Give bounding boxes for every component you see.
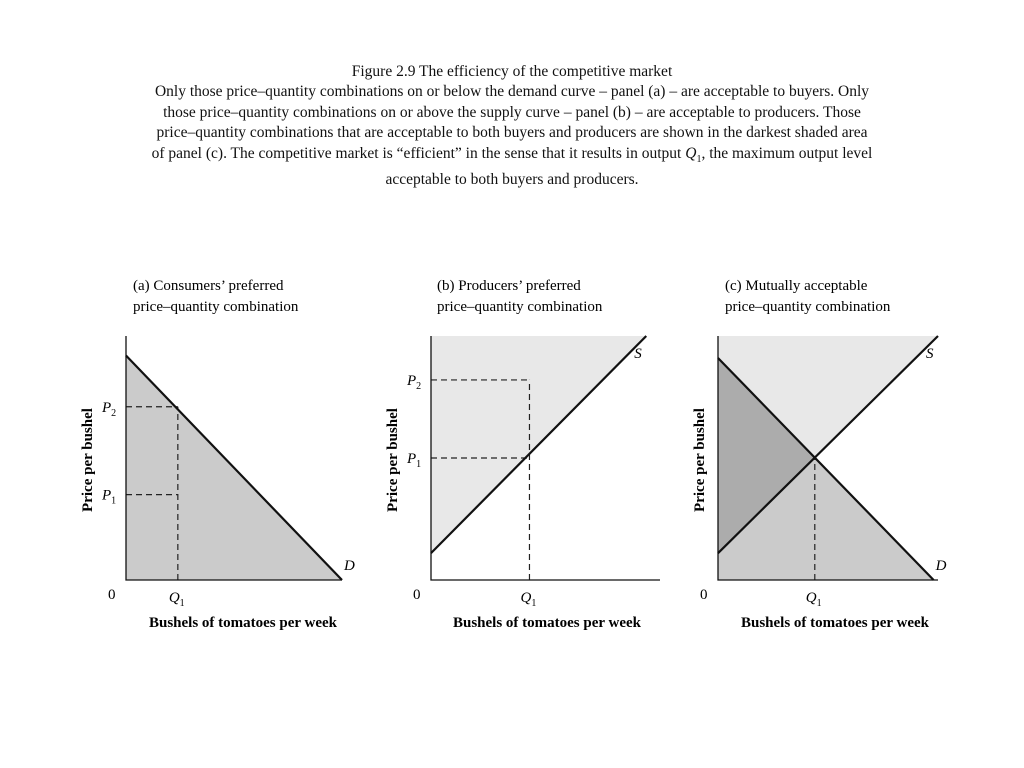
tick-label-q1: $Q_1$: [805, 590, 822, 609]
demand-curve-label: D: [344, 558, 355, 574]
panel-title-line-1: (a) Consumers’ preferred: [133, 278, 284, 294]
tick-label-p2: $P_2$: [102, 399, 117, 419]
caption-q-subscript: 1: [696, 153, 702, 165]
origin-label: 0: [413, 587, 421, 603]
panel-title-line-2: price–quantity combination: [133, 299, 299, 315]
tick-label-p2: $P_2$: [407, 372, 422, 392]
tick-label-q1: $Q_1$: [168, 590, 185, 609]
origin-label: 0: [108, 587, 116, 603]
tick-label-p1: $P_1$: [102, 487, 117, 507]
x-axis-label: Bushels of tomatoes per week: [740, 615, 930, 631]
y-axis-label: Price per bushel: [692, 408, 708, 512]
caption-body-part-2: , the maximum output level acceptable to both buyers and producers.: [385, 144, 873, 189]
origin-label: 0: [700, 587, 708, 603]
tick-label-q1: $Q_1$: [520, 590, 537, 609]
caption-q-symbol: Q: [685, 144, 697, 162]
panel-title-line-1: (c) Mutually acceptable: [725, 278, 868, 294]
panel-title-line-2: price–quantity combination: [437, 299, 603, 315]
panel-c: [692, 278, 947, 631]
panel-title-line-1: (b) Producers’ preferred: [437, 278, 581, 294]
y-axis-label: Price per bushel: [80, 408, 96, 512]
x-axis-label: Bushels of tomatoes per week: [452, 615, 642, 631]
caption-title: Figure 2.9 The efficiency of the competitive market: [351, 63, 673, 80]
supply-curve-label: S: [926, 346, 934, 362]
tick-label-p1: $P_1$: [407, 451, 422, 470]
demand-curve-label: D: [935, 558, 947, 574]
panel-b: [385, 278, 660, 631]
y-axis-label: Price per bushel: [385, 408, 401, 512]
caption-body-part-1: Only those price–quantity combinations on or below the demand curve – panel (a) – are acceptable to buyers. Only those price–quantity combinations on or above the supply curve – panel (b) – are acceptable to producers. Those price–quantity combinations that are acceptable to both buyers and producers are shown in the darkest shaded area of panel (c). The competitive market is “efficient” in the sense that it results in output: [151, 83, 870, 162]
supply-curve-label: S: [634, 346, 642, 362]
x-axis-label: Bushels of tomatoes per week: [148, 615, 338, 631]
panel-a: [80, 278, 355, 631]
panel-title-line-2: price–quantity combination: [725, 299, 891, 315]
